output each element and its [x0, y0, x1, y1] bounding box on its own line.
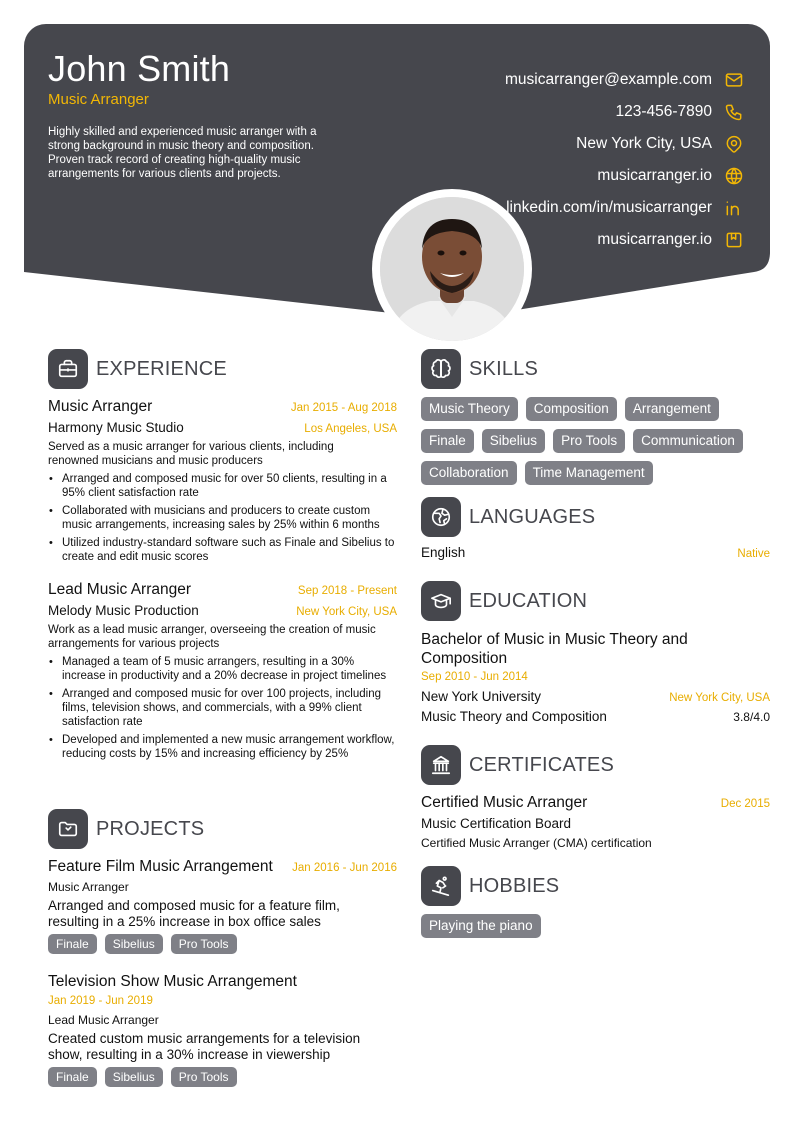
briefcase-icon [48, 349, 88, 389]
job-1-location: Los Angeles, USA [304, 423, 397, 435]
project-2-role: Lead Music Arranger [48, 1013, 159, 1027]
language-globe-icon [421, 497, 461, 537]
profile-photo [380, 197, 524, 341]
skill-tag: Time Management [525, 461, 653, 485]
job-2-location: New York City, USA [296, 606, 397, 618]
experience-title: EXPERIENCE [96, 357, 227, 380]
education-degree: Bachelor of Music in Music Theory and Composition [421, 631, 688, 667]
folder-icon [48, 809, 88, 849]
job-1-company-row [48, 420, 397, 435]
job-1-header [48, 398, 397, 416]
projects-title: PROJECTS [96, 817, 205, 840]
skills-heading [421, 349, 538, 389]
languages-title: LANGUAGES [469, 505, 596, 528]
certificate-issuer: Music Certification Board [421, 816, 572, 831]
job-2-header [48, 581, 397, 599]
profile-summary: Highly skilled and experienced music arranger with a strong background in music theory and composition. Proven track record of creating high-quality music arrangements for various clients and projects. [48, 126, 317, 180]
tag: Finale [48, 934, 97, 954]
tag: Pro Tools [171, 1067, 237, 1087]
contact-phone[interactable] [384, 96, 744, 128]
tag: Sibelius [105, 934, 163, 954]
candidate-name: John Smith [48, 48, 231, 89]
education-school: New York University [421, 689, 542, 704]
certificate-date: Dec 2015 [720, 798, 770, 810]
skills-title: SKILLS [469, 357, 539, 380]
contact-portfolio-text[interactable]: musicarranger.io [597, 231, 712, 248]
contact-linkedin-text[interactable]: linkedin.com/in/musicarranger [506, 199, 712, 216]
certificates-heading [421, 745, 614, 785]
project-1-role: Music Arranger [48, 880, 129, 894]
certificate-header [421, 794, 770, 812]
list-item: • Managed a team of 5 music arrangers, resulting in a 30% increase in productivity and a 20% decrease in project timelines [48, 655, 398, 683]
contact-email[interactable] [384, 64, 744, 96]
job-1-bullets [48, 472, 398, 568]
skill-tag: Communication [633, 429, 743, 453]
contact-location [384, 128, 744, 160]
project-1-title: Feature Film Music Arrangement [48, 858, 273, 875]
language-row [421, 545, 770, 560]
list-item: • Utilized industry-standard software such as Finale and Sibelius to create and edit music scores [48, 536, 398, 564]
project-1-dates: Jan 2016 - Jun 2016 [292, 862, 397, 874]
globe-icon [724, 166, 744, 186]
skill-tag: Music Theory [421, 397, 518, 421]
skill-tag: Sibelius [482, 429, 545, 453]
job-2-description: Work as a lead music arranger, overseeing the creation of music arrangements for various projects [48, 624, 376, 650]
skill-tag: Pro Tools [553, 429, 625, 453]
hobbies-title: HOBBIES [469, 874, 560, 897]
skill-tag: Composition [526, 397, 617, 421]
project-1-tags [48, 934, 388, 954]
skill-tag: Finale [421, 429, 474, 453]
job-2-title: Lead Music Arranger [48, 581, 192, 598]
education-field-row [421, 709, 770, 724]
project-2-dates: Jan 2019 - Jun 2019 [48, 995, 153, 1007]
project-1-description: Arranged and composed music for a feature film, resulting in a 25% increase in box office sales [48, 898, 340, 929]
hobbies-heading [421, 866, 559, 906]
list-item: • Developed and implemented a new music arrangement workflow, reducing costs by 15% and increasing efficiency by 25% [48, 733, 398, 761]
language-level: Native [737, 548, 770, 560]
job-2-company-row [48, 603, 397, 618]
education-gpa: 3.8/4.0 [733, 710, 770, 724]
skills-tags [421, 397, 766, 485]
phone-icon [724, 102, 744, 122]
tag: Pro Tools [171, 934, 237, 954]
certificates-title: CERTIFICATES [469, 753, 615, 776]
job-1-title: Music Arranger [48, 398, 153, 415]
project-2-description: Created custom music arrangements for a television show, resulting in a 30% increase in viewership [48, 1031, 361, 1062]
education-heading [421, 581, 587, 621]
skill-tag: Arrangement [625, 397, 719, 421]
linkedin-icon [724, 198, 744, 218]
skill-tag: Collaboration [421, 461, 517, 485]
education-school-row [421, 689, 770, 704]
list-item: • Arranged and composed music for over 50 clients, resulting in a 95% client satisfaction rate [48, 472, 398, 500]
certificate-name: Certified Music Arranger [421, 794, 588, 811]
project-1-header [48, 858, 397, 876]
certificate-description: Certified Music Arranger (CMA) certification [421, 836, 652, 850]
location-pin-icon [724, 134, 744, 154]
experience-heading [48, 349, 227, 389]
building-columns-icon [421, 745, 461, 785]
job-2-bullets [48, 655, 398, 765]
job-2-company: Melody Music Production [48, 603, 199, 618]
tag: Sibelius [105, 1067, 163, 1087]
candidate-role: Music Arranger [48, 91, 149, 108]
project-2-tags [48, 1067, 388, 1087]
tag: Finale [48, 1067, 97, 1087]
bookmark-icon [724, 230, 744, 250]
contact-website-text[interactable]: musicarranger.io [597, 167, 712, 184]
hobbies-tags [421, 914, 766, 938]
list-item: • Collaborated with musicians and producers to create custom music arrangements, increasing sales by 25% within 6 months [48, 504, 398, 532]
projects-heading [48, 809, 204, 849]
job-1-description: Served as a music arranger for various clients, including renowned musicians and music producers [48, 441, 334, 467]
list-item: • Arranged and composed music for over 100 projects, including films, television shows, and commercials, with a 99% client satisfaction rate [48, 687, 398, 729]
avatar [380, 197, 524, 341]
contact-location-text: New York City, USA [576, 135, 712, 152]
mail-icon [724, 70, 744, 90]
education-field: Music Theory and Composition [421, 709, 607, 724]
education-title: EDUCATION [469, 589, 588, 612]
education-location: New York City, USA [669, 692, 770, 704]
graduation-cap-icon [421, 581, 461, 621]
education-dates: Sep 2010 - Jun 2014 [421, 671, 528, 683]
job-1-dates: Jan 2015 - Aug 2018 [290, 402, 397, 414]
skiing-icon [421, 866, 461, 906]
job-2-dates: Sep 2018 - Present [297, 585, 397, 597]
language-name: English [421, 545, 466, 560]
contact-phone-text[interactable]: 123-456-7890 [615, 103, 712, 120]
contact-website[interactable] [384, 160, 744, 192]
hobby-tag: Playing the piano [421, 914, 541, 938]
brain-icon [421, 349, 461, 389]
contact-email-text[interactable]: musicarranger@example.com [505, 71, 712, 88]
job-1-company: Harmony Music Studio [48, 420, 184, 435]
project-2-title: Television Show Music Arrangement [48, 973, 297, 990]
languages-heading [421, 497, 595, 537]
